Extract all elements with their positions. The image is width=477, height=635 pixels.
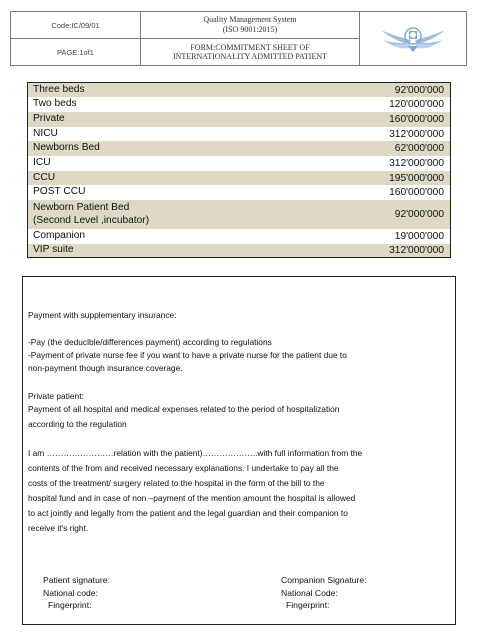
supplementary-insurance-heading: Payment with supplementary insurance:: [28, 310, 177, 320]
statement-line: -Pay (the deduclble/differences payment) according to regulations: [28, 337, 272, 347]
commitment-statement-box: [22, 276, 456, 625]
price-row-value: 92'000'000: [394, 84, 444, 96]
price-row-value: 92'000'000: [394, 209, 444, 220]
system-title-cell: [141, 12, 360, 39]
statement-line: -Payment of private nurse fee if you want to have a private nurse for the patient due to: [28, 350, 347, 360]
price-row-name: Three beds: [33, 83, 85, 95]
price-row-value: 62'000'000: [394, 143, 444, 154]
price-row: [28, 112, 450, 127]
patient-fingerprint-label: Fingerprint:: [48, 600, 92, 610]
hospital-logo: [360, 12, 466, 65]
price-row-value: 312'000'000: [389, 245, 444, 256]
price-row: [28, 229, 450, 244]
companion-fingerprint-label: Fingerprint:: [286, 600, 330, 610]
price-row-value: 19'000'000: [394, 231, 444, 242]
private-patient-heading: Private patient:: [28, 391, 84, 401]
statement-line: non-payment though insurance coverage.: [28, 363, 183, 373]
statement-line: I am ……………………relation with the patient)………………..with full information from the: [28, 448, 363, 458]
price-row-name: CCU: [33, 171, 56, 183]
price-row: [28, 185, 450, 200]
statement-line: contents of the from and received necessary explanations. I undertake to pay all the: [28, 463, 339, 473]
price-row-name: POST CCU: [33, 186, 86, 198]
statement-line: according to the regulation: [28, 419, 127, 429]
page-number: PAGE:1of1: [11, 39, 141, 65]
price-row-name: Newborns Bed: [33, 142, 100, 154]
price-row: [28, 83, 450, 97]
companion-national-code-label: National Code:: [281, 588, 338, 598]
price-row-value: 160'000'000: [389, 187, 444, 198]
form-title-cell: [141, 39, 360, 65]
price-row-value: 160'000'000: [389, 114, 444, 125]
price-row-name: NICU: [33, 127, 58, 139]
statement-line: Payment of all hospital and medical expenses related to the period of hospitalization: [28, 404, 340, 414]
system-title: Quality Management System: [203, 15, 297, 24]
price-row: [28, 200, 450, 229]
form-title-line1: FORM:COMMITMENT SHEET OF: [190, 42, 310, 52]
price-row: [28, 156, 450, 171]
document-code: Code:IC/09/01: [11, 12, 141, 39]
price-row-name: Private: [33, 113, 65, 125]
price-row-name: Two beds: [33, 98, 77, 110]
companion-signature-label: Companion Signature:: [281, 575, 367, 585]
document-header: [10, 11, 467, 66]
price-row: [28, 141, 450, 156]
price-row-value: 195'000'000: [389, 172, 444, 184]
system-standard: (ISO 9001:2015): [222, 25, 278, 34]
price-row: [28, 244, 450, 257]
statement-line: to act jointly and legally from the patient and the legal guardian and their companion to: [28, 508, 348, 518]
price-table: [27, 82, 451, 258]
price-row-value: 120'000'000: [389, 99, 444, 110]
statement-line: costs of the treatment/ surgery related to the hospital in the form of the bill to the: [28, 478, 325, 488]
statement-line: receive it's right.: [28, 523, 89, 533]
patient-national-code-label: National code:: [43, 588, 98, 598]
price-row: [28, 171, 450, 185]
price-row-name-line2: (Second Level ,incubator): [33, 214, 150, 226]
price-row-name-line1: Newborn Patient Bed: [33, 202, 130, 213]
price-row-name: [33, 202, 149, 227]
price-row-value: 312'000'000: [389, 128, 444, 140]
price-row-name: Companion: [33, 230, 86, 242]
price-row: [28, 97, 450, 112]
price-row-value: 312'000'000: [389, 158, 444, 169]
hospital-wings-logo-icon: [378, 22, 448, 56]
form-title-line2: INTERNATIONALITY ADMITTED PATIENT: [172, 52, 328, 61]
patient-signature-label: Patient signature:: [43, 575, 110, 585]
price-row-name: VIP suite: [33, 244, 74, 256]
price-row-name: ICU: [33, 157, 51, 169]
price-row: [28, 127, 450, 141]
statement-line: hospital fund and in case of non –payment of the mention amount the hospital is allowed: [28, 493, 356, 503]
